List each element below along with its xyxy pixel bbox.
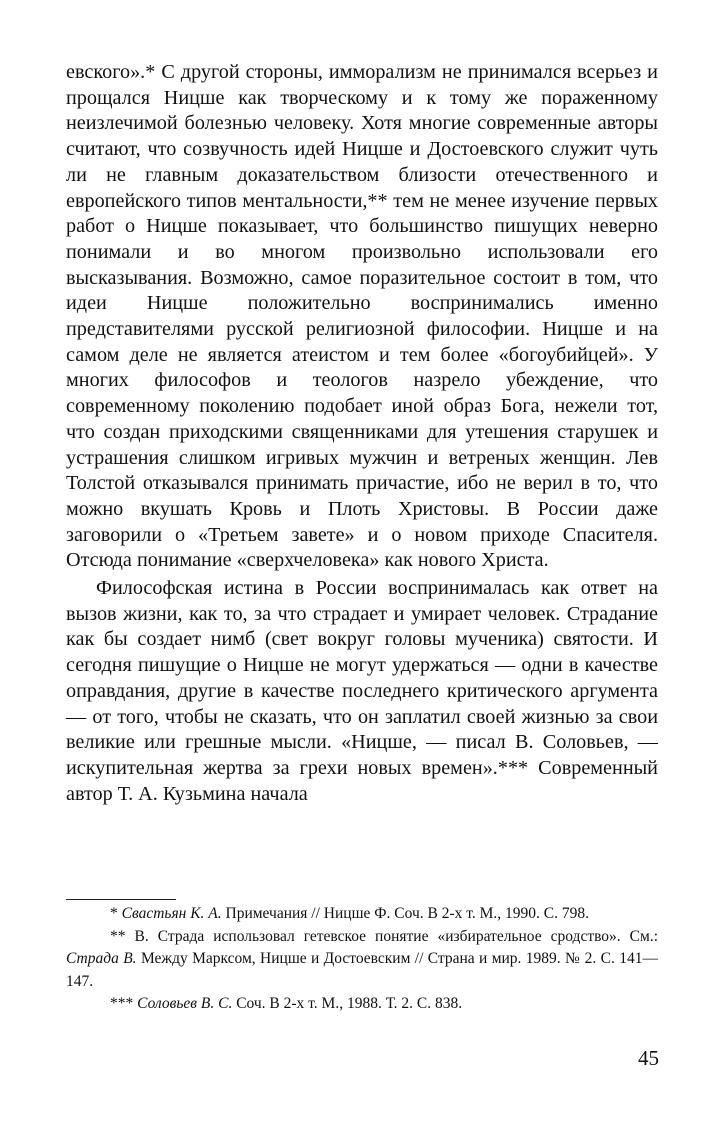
paragraph: Философская истина в России воспринималась как ответ на вызов жизни, как то, за что страдает и умирает человек. Страдание как бы создает нимб (свет вокруг головы мученика) святости. И сегодня пишущие о Ницше не могут удержаться — одни в качестве оправдания, другие в качестве последнего критического аргумента — от того, чтобы не сказать, что он заплатил своей жизнью за свои великие или грешные мысли. «Ницше, — писал В. Соловьев, — искупительная жертва за грехи новых времен».*** Современный автор Т. А. Кузьмина начала [66, 577, 658, 805]
footnote-mark: *** [110, 995, 134, 1012]
footnote-author: Страда В. [66, 950, 137, 967]
main-text [66, 60, 658, 807]
footnote-text-before: В. Страда использовал гетевское понятие «избирательное сродство». См.: [134, 927, 659, 945]
footnote-text: Соч. В 2-х т. М., 1988. Т. 2. С. 838. [236, 995, 463, 1012]
footnote-text: Примечания // Ницше Ф. Соч. В 2-х т. М., 1990. С. 798. [225, 905, 589, 922]
footnote-2 [66, 926, 658, 994]
footnote-mark: * [110, 905, 118, 922]
footnote-text: Между Марксом, Ницше и Достоевским // Страна и мир. 1989. № 2. С. 141—147. [66, 950, 659, 990]
paragraph-continued: евского».* С другой стороны, имморализм не принимался всерьез и прощался Ницше как творческому и к тому же пораженному неизлечимой болезнью человеку. Хотя многие современные авторы считают, что созвучность идей Ницше и Достоевского служит чуть ли не главным доказательством близости отечественного и европейского типов ментальности,** тем не менее изучение первых работ о Ницше показывает, что большинство пишущих неверно понимали и во многом произвольно использовали его высказывания. Возможно, самое поразительное состоит в том, что идеи Ницше положительно воспринимались именно представителями русской религиозной философии. Ницше и на самом деле не является атеистом и тем более «богоубийцей». У многих философов и теологов назрело убеждение, что современному поколению подобает иной образ Бога, нежели тот, что создан приходскими священниками для утешения старушек и устрашения слишком игривых мужчин и ветреных женщин. Лев Толстой отказывался принимать причастие, ибо не верил в то, что можно вкушать Кровь и Плоть Христовы. В России даже заговорили о «Третьем завете» и о новом приходе Спасителя. Отсюда понимание «сверхчеловека» как нового Христа. [66, 61, 658, 572]
footnote-author: Свастьян К. А. [121, 905, 222, 922]
footnote-separator [66, 899, 176, 900]
footnote-mark: ** [110, 927, 126, 945]
footnotes [66, 903, 658, 1016]
page-number: 45 [638, 1046, 659, 1070]
footnote-1 [66, 903, 658, 926]
footnote-3 [66, 993, 658, 1016]
footnote-author: Соловьев В. С. [137, 995, 233, 1012]
